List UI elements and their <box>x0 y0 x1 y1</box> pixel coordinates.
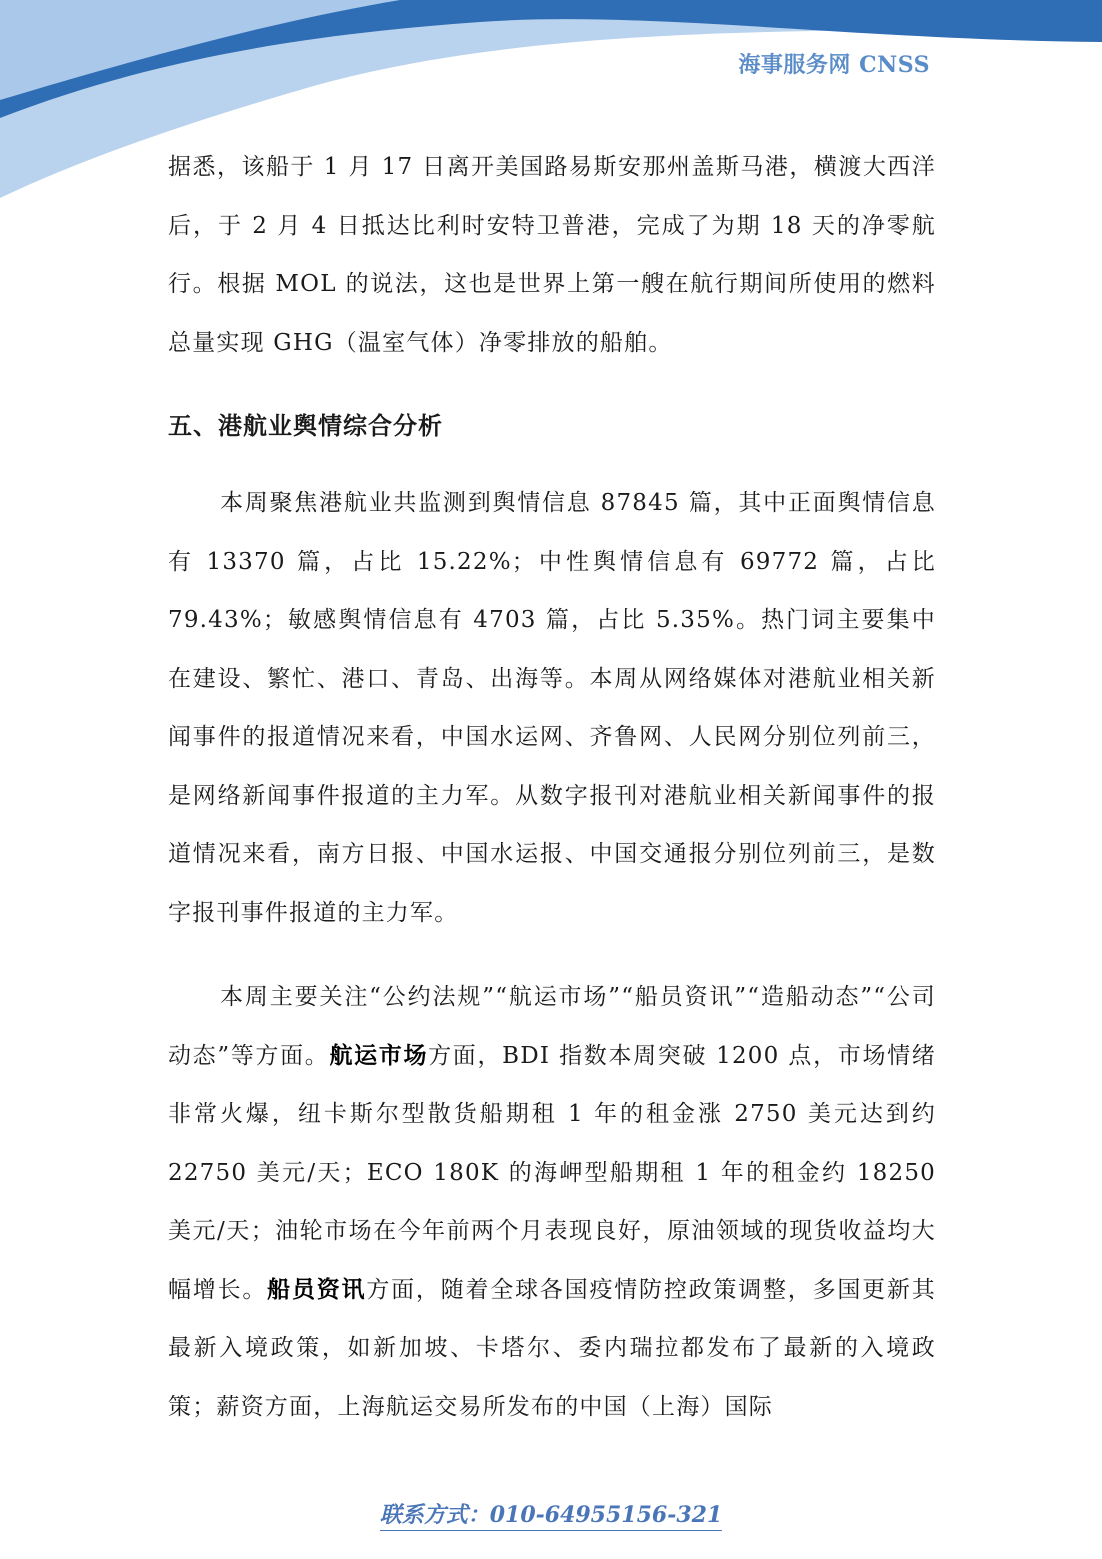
document-body <box>168 138 936 1436</box>
section-heading: 五、港航业舆情综合分析 <box>168 412 443 440</box>
brand-label: 海事服务网 CNSS <box>738 52 930 78</box>
crew-news-term: 船员资讯 <box>267 1276 367 1303</box>
intro-paragraph: 据悉，该船于 1 月 17 日离开美国路易斯安那州盖斯马港，横渡大西洋后，于 2 月 4 日抵达比利时安特卫普港，完成了为期 18 天的净零航行。根据 MOL 的说法，这也是世界上第一艘在航行期间所使用的燃料总量实现 GHG（温室气体）净零排放的船舶。 <box>168 154 936 356</box>
contact-info: 联系方式：010-64955156-321 <box>380 1502 723 1531</box>
focus-intro-text: 本周主要关注“公约法规”“航运市场”“船员资讯”“造船动态”“公司动态”等方面。 <box>168 984 936 1069</box>
paragraph-gap <box>168 942 936 968</box>
crew-news-text: 方面，随着全球各国疫情防控政策调整，多国更新其最新入境政策，如新加坡、卡塔尔、委内瑞拉都发布了最新的入境政策；薪资方面，上海航运交易所发布的中国（上海）国际 <box>168 1276 936 1420</box>
shipping-market-term: 航运市场 <box>329 1042 429 1069</box>
focus-areas-paragraph <box>168 968 936 1436</box>
shipping-market-text: 方面，BDI 指数本周突破 1200 点，市场情绪非常火爆，纽卡斯尔型散货船期租 1 年的租金涨 2750 美元达到约 22750 美元/天；ECO 180K 的海岬型船期租 1 年的租金约 18250 美元/天；油轮市场在今年前两个月表现良好，原油领域的现货收益均大幅增长。 <box>168 1042 936 1303</box>
footer-contact <box>0 1498 1102 1529</box>
sentiment-summary-paragraph: 本周聚焦港航业共监测到舆情信息 87845 篇，其中正面舆情信息有 13370 篇，占比 15.22%；中性舆情信息有 69772 篇，占比 79.43%；敏感舆情信息有 4703 篇，占比 5.35%。热门词主要集中在建设、繁忙、港口、青岛、出海等。本周从网络媒体对港航业相关新闻事件的报道情况来看，中国水运网、齐鲁网、人民网分别位列前三，是网络新闻事件报道的主力军。从数字报刊对港航业相关新闻事件的报道情况来看，南方日报、中国水运报、中国交通报分别位列前三，是数字报刊事件报道的主力军。 <box>168 490 936 926</box>
